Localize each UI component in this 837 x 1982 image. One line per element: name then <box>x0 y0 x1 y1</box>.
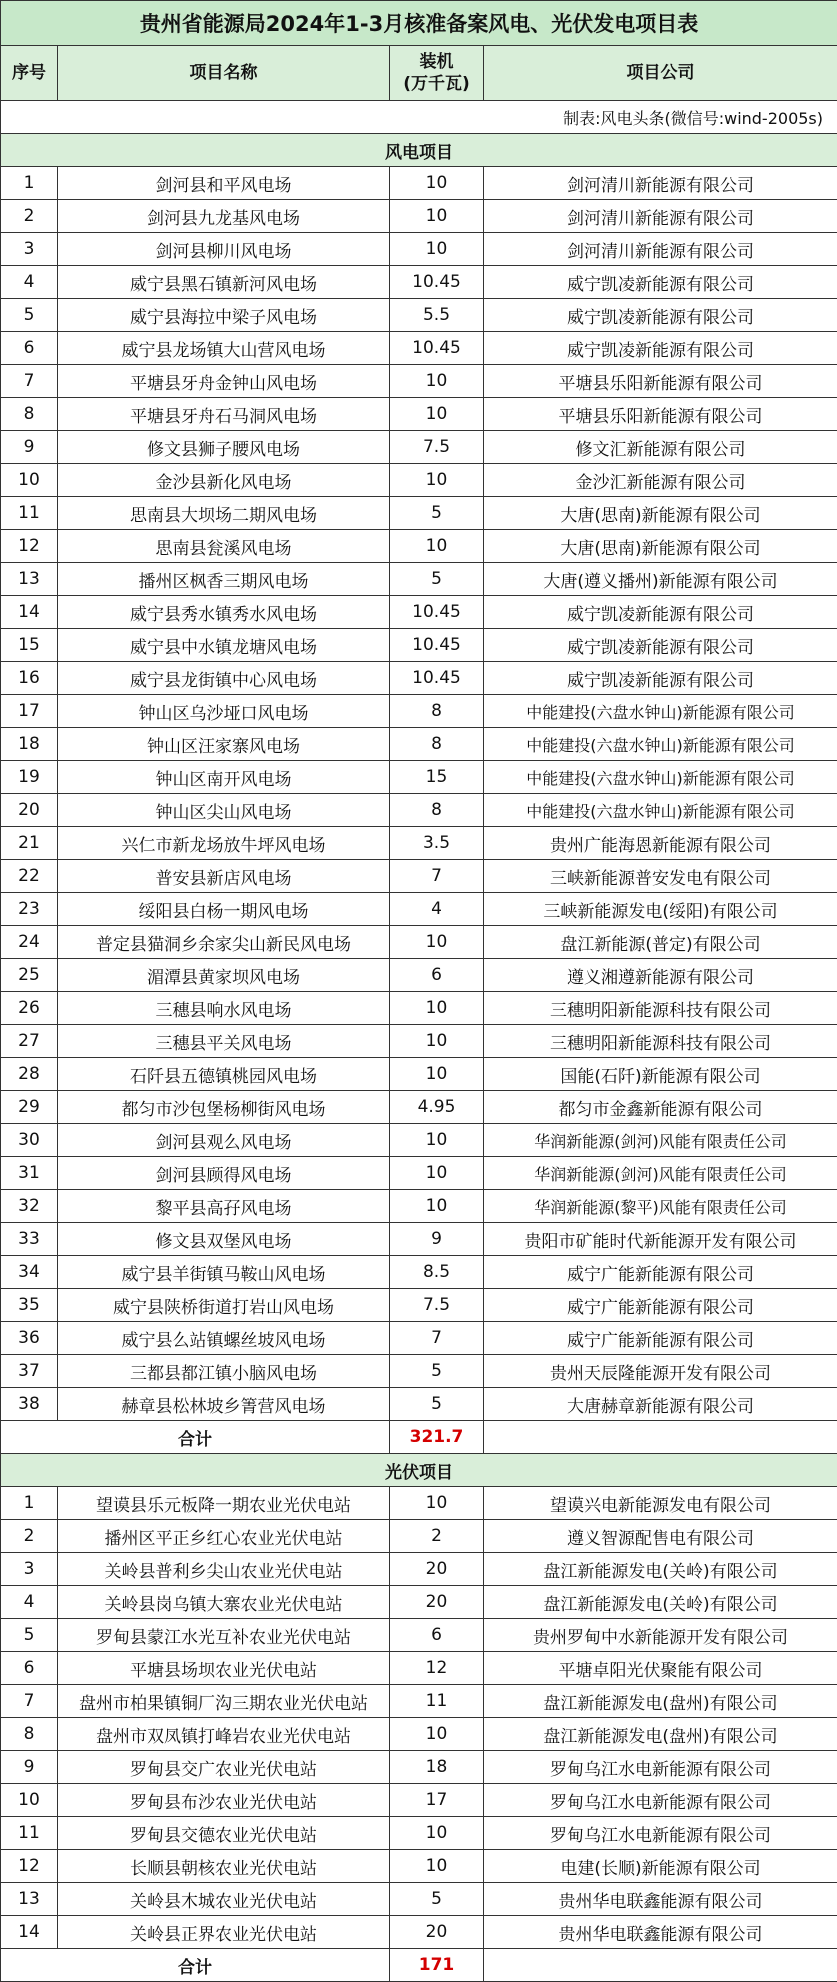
row-capacity: 20 <box>390 1916 484 1949</box>
row-project-name: 威宁县秀水镇秀水风电场 <box>58 596 390 629</box>
row-project-name: 剑河县和平风电场 <box>58 167 390 200</box>
row-seq: 1 <box>1 167 58 200</box>
row-project-name: 都匀市沙包堡杨柳街风电场 <box>58 1091 390 1124</box>
table-row <box>1 827 837 860</box>
row-company: 威宁凯凌新能源有限公司 <box>484 596 837 629</box>
row-company: 贵州罗甸中水新能源开发有限公司 <box>484 1619 837 1652</box>
table-row <box>1 200 837 233</box>
row-capacity: 5 <box>390 497 484 530</box>
row-seq: 1 <box>1 1487 58 1520</box>
table-row <box>1 1520 837 1553</box>
table-row <box>1 1157 837 1190</box>
row-capacity: 9 <box>390 1223 484 1256</box>
row-project-name: 关岭县岗乌镇大寨农业光伏电站 <box>58 1586 390 1619</box>
row-company: 中能建投(六盘水钟山)新能源有限公司 <box>484 695 837 728</box>
row-seq: 17 <box>1 695 58 728</box>
row-company: 中能建投(六盘水钟山)新能源有限公司 <box>484 761 837 794</box>
row-project-name: 望谟县乐元板降一期农业光伏电站 <box>58 1487 390 1520</box>
row-company: 华润新能源(剑河)风能有限责任公司 <box>484 1124 837 1157</box>
row-project-name: 思南县瓮溪风电场 <box>58 530 390 563</box>
row-project-name: 威宁县陕桥街道打岩山风电场 <box>58 1289 390 1322</box>
row-company: 罗甸乌江水电新能源有限公司 <box>484 1784 837 1817</box>
row-seq: 33 <box>1 1223 58 1256</box>
row-project-name: 罗甸县交德农业光伏电站 <box>58 1817 390 1850</box>
row-company: 剑河清川新能源有限公司 <box>484 200 837 233</box>
row-seq: 11 <box>1 1817 58 1850</box>
row-capacity: 10 <box>390 1157 484 1190</box>
row-company: 三峡新能源发电(绥阳)有限公司 <box>484 893 837 926</box>
row-company: 盘江新能源发电(盘州)有限公司 <box>484 1718 837 1751</box>
table-row <box>1 1058 837 1091</box>
row-company: 大唐(遵义播州)新能源有限公司 <box>484 563 837 596</box>
row-capacity: 10 <box>390 1817 484 1850</box>
row-capacity: 4 <box>390 893 484 926</box>
row-project-name: 关岭县木城农业光伏电站 <box>58 1883 390 1916</box>
table-row <box>1 233 837 266</box>
row-seq: 4 <box>1 266 58 299</box>
table-row <box>1 992 837 1025</box>
row-seq: 25 <box>1 959 58 992</box>
table-row <box>1 1355 837 1388</box>
row-project-name: 修文县双堡风电场 <box>58 1223 390 1256</box>
row-capacity: 7 <box>390 1322 484 1355</box>
row-company: 贵阳市矿能时代新能源开发有限公司 <box>484 1223 837 1256</box>
row-company: 威宁广能新能源有限公司 <box>484 1289 837 1322</box>
table-row <box>1 167 837 200</box>
row-seq: 9 <box>1 1751 58 1784</box>
total-empty-cell <box>484 1949 837 1982</box>
row-capacity: 10.45 <box>390 662 484 695</box>
row-project-name: 盘州市双凤镇打峰岩农业光伏电站 <box>58 1718 390 1751</box>
table-row <box>1 1685 837 1718</box>
header-company: 项目公司 <box>484 46 837 101</box>
total-value: 321.7 <box>390 1421 484 1454</box>
table-row <box>1 497 837 530</box>
row-seq: 29 <box>1 1091 58 1124</box>
row-project-name: 钟山区汪家寨风电场 <box>58 728 390 761</box>
row-seq: 21 <box>1 827 58 860</box>
row-seq: 15 <box>1 629 58 662</box>
row-company: 平塘县乐阳新能源有限公司 <box>484 365 837 398</box>
row-capacity: 10 <box>390 365 484 398</box>
row-capacity: 5.5 <box>390 299 484 332</box>
row-seq: 7 <box>1 1685 58 1718</box>
row-capacity: 10 <box>390 233 484 266</box>
row-project-name: 修文县狮子腰风电场 <box>58 431 390 464</box>
total-empty-cell <box>484 1421 837 1454</box>
row-company: 金沙汇新能源有限公司 <box>484 464 837 497</box>
title-row <box>1 1 837 46</box>
row-company: 国能(石阡)新能源有限公司 <box>484 1058 837 1091</box>
table-row <box>1 1817 837 1850</box>
row-capacity: 5 <box>390 1388 484 1421</box>
table-row <box>1 1718 837 1751</box>
row-seq: 5 <box>1 1619 58 1652</box>
row-project-name: 平塘县牙舟石马洞风电场 <box>58 398 390 431</box>
total-value: 171 <box>390 1949 484 1982</box>
table-row <box>1 926 837 959</box>
row-capacity: 10.45 <box>390 629 484 662</box>
row-project-name: 播州区平正乡红心农业光伏电站 <box>58 1520 390 1553</box>
table-row <box>1 662 837 695</box>
table-row <box>1 860 837 893</box>
table-row <box>1 893 837 926</box>
table-row <box>1 530 837 563</box>
wind-section-label: 风电项目 <box>1 134 837 167</box>
row-capacity: 18 <box>390 1751 484 1784</box>
row-capacity: 10 <box>390 464 484 497</box>
table-row <box>1 1784 837 1817</box>
row-seq: 8 <box>1 398 58 431</box>
header-seq: 序号 <box>1 46 58 101</box>
solar-total-row <box>1 1949 837 1982</box>
row-capacity: 8 <box>390 695 484 728</box>
row-project-name: 剑河县观么风电场 <box>58 1124 390 1157</box>
table-row <box>1 629 837 662</box>
row-seq: 3 <box>1 1553 58 1586</box>
row-seq: 32 <box>1 1190 58 1223</box>
row-company: 盘江新能源(普定)有限公司 <box>484 926 837 959</box>
header-capacity-line2: (万千瓦) <box>403 74 470 94</box>
row-capacity: 10 <box>390 1190 484 1223</box>
row-project-name: 石阡县五德镇桃园风电场 <box>58 1058 390 1091</box>
row-seq: 20 <box>1 794 58 827</box>
row-seq: 35 <box>1 1289 58 1322</box>
table-row <box>1 266 837 299</box>
row-company: 电建(长顺)新能源有限公司 <box>484 1850 837 1883</box>
row-capacity: 10 <box>390 1058 484 1091</box>
row-project-name: 剑河县九龙基风电场 <box>58 200 390 233</box>
row-company: 三峡新能源普安发电有限公司 <box>484 860 837 893</box>
row-seq: 2 <box>1 1520 58 1553</box>
row-seq: 38 <box>1 1388 58 1421</box>
row-company: 威宁凯凌新能源有限公司 <box>484 299 837 332</box>
page-title: 贵州省能源局2024年1-3月核准备案风电、光伏发电项目表 <box>1 1 837 46</box>
row-company: 罗甸乌江水电新能源有限公司 <box>484 1817 837 1850</box>
row-company: 剑河清川新能源有限公司 <box>484 167 837 200</box>
row-seq: 4 <box>1 1586 58 1619</box>
row-project-name: 三都县都江镇小脑风电场 <box>58 1355 390 1388</box>
table-row <box>1 761 837 794</box>
row-seq: 13 <box>1 1883 58 1916</box>
row-company: 大唐赫章新能源有限公司 <box>484 1388 837 1421</box>
table-row <box>1 1487 837 1520</box>
row-seq: 6 <box>1 1652 58 1685</box>
row-capacity: 10 <box>390 1124 484 1157</box>
row-project-name: 威宁县羊街镇马鞍山风电场 <box>58 1256 390 1289</box>
header-row <box>1 46 837 101</box>
table-row <box>1 1586 837 1619</box>
table-row <box>1 398 837 431</box>
row-capacity: 15 <box>390 761 484 794</box>
row-capacity: 10 <box>390 1718 484 1751</box>
row-company: 遵义智源配售电有限公司 <box>484 1520 837 1553</box>
row-capacity: 6 <box>390 1619 484 1652</box>
row-capacity: 7.5 <box>390 1289 484 1322</box>
row-company: 盘江新能源发电(关岭)有限公司 <box>484 1586 837 1619</box>
table-row <box>1 1751 837 1784</box>
row-seq: 36 <box>1 1322 58 1355</box>
table-row <box>1 1124 837 1157</box>
row-seq: 9 <box>1 431 58 464</box>
row-seq: 2 <box>1 200 58 233</box>
row-seq: 8 <box>1 1718 58 1751</box>
row-capacity: 10 <box>390 1025 484 1058</box>
row-company: 平塘卓阳光伏聚能有限公司 <box>484 1652 837 1685</box>
row-seq: 12 <box>1 530 58 563</box>
note-row <box>1 101 837 134</box>
row-company: 三穗明阳新能源科技有限公司 <box>484 1025 837 1058</box>
table-row <box>1 431 837 464</box>
row-project-name: 平塘县牙舟金钟山风电场 <box>58 365 390 398</box>
row-company: 贵州华电联鑫能源有限公司 <box>484 1883 837 1916</box>
row-company: 盘江新能源发电(盘州)有限公司 <box>484 1685 837 1718</box>
row-seq: 16 <box>1 662 58 695</box>
row-company: 贵州华电联鑫能源有限公司 <box>484 1916 837 1949</box>
row-capacity: 4.95 <box>390 1091 484 1124</box>
row-company: 华润新能源(剑河)风能有限责任公司 <box>484 1157 837 1190</box>
wind-section-row <box>1 134 837 167</box>
row-project-name: 威宁县么站镇螺丝坡风电场 <box>58 1322 390 1355</box>
row-project-name: 威宁县黑石镇新河风电场 <box>58 266 390 299</box>
row-project-name: 播州区枫香三期风电场 <box>58 563 390 596</box>
row-seq: 28 <box>1 1058 58 1091</box>
row-project-name: 金沙县新化风电场 <box>58 464 390 497</box>
table-row <box>1 1256 837 1289</box>
row-capacity: 10 <box>390 200 484 233</box>
row-company: 中能建投(六盘水钟山)新能源有限公司 <box>484 794 837 827</box>
header-capacity <box>390 46 484 101</box>
row-company: 威宁凯凌新能源有限公司 <box>484 266 837 299</box>
row-company: 平塘县乐阳新能源有限公司 <box>484 398 837 431</box>
row-project-name: 盘州市柏果镇铜厂沟三期农业光伏电站 <box>58 1685 390 1718</box>
table-row <box>1 728 837 761</box>
row-company: 威宁凯凌新能源有限公司 <box>484 629 837 662</box>
row-capacity: 3.5 <box>390 827 484 860</box>
row-seq: 14 <box>1 1916 58 1949</box>
row-capacity: 10.45 <box>390 332 484 365</box>
row-project-name: 绥阳县白杨一期风电场 <box>58 893 390 926</box>
table-row <box>1 1289 837 1322</box>
table-row <box>1 695 837 728</box>
row-company: 贵州天辰隆能源开发有限公司 <box>484 1355 837 1388</box>
row-capacity: 11 <box>390 1685 484 1718</box>
row-project-name: 长顺县朝核农业光伏电站 <box>58 1850 390 1883</box>
row-capacity: 12 <box>390 1652 484 1685</box>
row-project-name: 罗甸县交广农业光伏电站 <box>58 1751 390 1784</box>
row-project-name: 威宁县中水镇龙塘风电场 <box>58 629 390 662</box>
row-company: 三穗明阳新能源科技有限公司 <box>484 992 837 1025</box>
total-label: 合计 <box>1 1949 390 1982</box>
row-capacity: 2 <box>390 1520 484 1553</box>
row-project-name: 威宁县海拉中梁子风电场 <box>58 299 390 332</box>
row-capacity: 8 <box>390 728 484 761</box>
row-seq: 37 <box>1 1355 58 1388</box>
row-seq: 27 <box>1 1025 58 1058</box>
row-capacity: 10 <box>390 1850 484 1883</box>
table-row <box>1 464 837 497</box>
table-row <box>1 1190 837 1223</box>
table-row <box>1 1619 837 1652</box>
row-seq: 30 <box>1 1124 58 1157</box>
table-row <box>1 1883 837 1916</box>
table-row <box>1 365 837 398</box>
row-capacity: 7.5 <box>390 431 484 464</box>
total-label: 合计 <box>1 1421 390 1454</box>
row-project-name: 罗甸县蒙江水光互补农业光伏电站 <box>58 1619 390 1652</box>
row-seq: 18 <box>1 728 58 761</box>
source-note: 制表:风电头条(微信号:wind-2005s) <box>1 101 837 134</box>
row-capacity: 10 <box>390 398 484 431</box>
row-project-name: 思南县大坝场二期风电场 <box>58 497 390 530</box>
row-capacity: 10.45 <box>390 596 484 629</box>
row-seq: 13 <box>1 563 58 596</box>
row-company: 中能建投(六盘水钟山)新能源有限公司 <box>484 728 837 761</box>
row-capacity: 5 <box>390 1355 484 1388</box>
row-project-name: 黎平县高孖风电场 <box>58 1190 390 1223</box>
row-capacity: 10.45 <box>390 266 484 299</box>
row-project-name: 剑河县柳川风电场 <box>58 233 390 266</box>
table-row <box>1 1322 837 1355</box>
table-row <box>1 1916 837 1949</box>
row-project-name: 钟山区南开风电场 <box>58 761 390 794</box>
row-project-name: 普定县猫洞乡余家尖山新民风电场 <box>58 926 390 959</box>
table-row <box>1 1553 837 1586</box>
row-project-name: 威宁县龙街镇中心风电场 <box>58 662 390 695</box>
row-capacity: 17 <box>390 1784 484 1817</box>
row-project-name: 湄潭县黄家坝风电场 <box>58 959 390 992</box>
table-row <box>1 1223 837 1256</box>
row-seq: 31 <box>1 1157 58 1190</box>
row-company: 遵义湘遵新能源有限公司 <box>484 959 837 992</box>
row-seq: 5 <box>1 299 58 332</box>
row-capacity: 10 <box>390 992 484 1025</box>
row-company: 罗甸乌江水电新能源有限公司 <box>484 1751 837 1784</box>
table-row <box>1 1025 837 1058</box>
row-project-name: 赫章县松林坡乡箐营风电场 <box>58 1388 390 1421</box>
row-project-name: 关岭县正界农业光伏电站 <box>58 1916 390 1949</box>
row-capacity: 20 <box>390 1586 484 1619</box>
row-company: 修文汇新能源有限公司 <box>484 431 837 464</box>
row-company: 威宁广能新能源有限公司 <box>484 1322 837 1355</box>
row-company: 剑河清川新能源有限公司 <box>484 233 837 266</box>
wind-total-row <box>1 1421 837 1454</box>
row-company: 望谟兴电新能源发电有限公司 <box>484 1487 837 1520</box>
row-company: 大唐(思南)新能源有限公司 <box>484 497 837 530</box>
row-seq: 10 <box>1 1784 58 1817</box>
row-company: 威宁凯凌新能源有限公司 <box>484 332 837 365</box>
row-seq: 6 <box>1 332 58 365</box>
row-capacity: 8.5 <box>390 1256 484 1289</box>
row-company: 贵州广能海恩新能源有限公司 <box>484 827 837 860</box>
row-seq: 3 <box>1 233 58 266</box>
row-capacity: 7 <box>390 860 484 893</box>
table-row <box>1 1850 837 1883</box>
row-company: 盘江新能源发电(关岭)有限公司 <box>484 1553 837 1586</box>
row-project-name: 普安县新店风电场 <box>58 860 390 893</box>
row-company: 都匀市金鑫新能源有限公司 <box>484 1091 837 1124</box>
table-row <box>1 563 837 596</box>
row-capacity: 5 <box>390 1883 484 1916</box>
row-capacity: 8 <box>390 794 484 827</box>
row-capacity: 10 <box>390 167 484 200</box>
table-row <box>1 959 837 992</box>
row-company: 华润新能源(黎平)风能有限责任公司 <box>484 1190 837 1223</box>
table-row <box>1 332 837 365</box>
row-seq: 23 <box>1 893 58 926</box>
header-capacity-line1: 装机 <box>420 52 454 72</box>
table-row <box>1 1652 837 1685</box>
row-seq: 19 <box>1 761 58 794</box>
row-seq: 11 <box>1 497 58 530</box>
row-capacity: 5 <box>390 563 484 596</box>
row-seq: 34 <box>1 1256 58 1289</box>
table-row <box>1 299 837 332</box>
row-seq: 14 <box>1 596 58 629</box>
row-project-name: 兴仁市新龙场放牛坪风电场 <box>58 827 390 860</box>
table-row <box>1 1388 837 1421</box>
row-capacity: 10 <box>390 926 484 959</box>
row-capacity: 10 <box>390 1487 484 1520</box>
row-project-name: 罗甸县布沙农业光伏电站 <box>58 1784 390 1817</box>
row-project-name: 关岭县普利乡尖山农业光伏电站 <box>58 1553 390 1586</box>
row-company: 威宁广能新能源有限公司 <box>484 1256 837 1289</box>
row-seq: 12 <box>1 1850 58 1883</box>
header-name: 项目名称 <box>58 46 390 101</box>
row-seq: 22 <box>1 860 58 893</box>
row-seq: 26 <box>1 992 58 1025</box>
row-project-name: 钟山区尖山风电场 <box>58 794 390 827</box>
row-project-name: 三穗县平关风电场 <box>58 1025 390 1058</box>
row-seq: 10 <box>1 464 58 497</box>
table-row <box>1 596 837 629</box>
row-project-name: 威宁县龙场镇大山营风电场 <box>58 332 390 365</box>
row-company: 威宁凯凌新能源有限公司 <box>484 662 837 695</box>
row-seq: 7 <box>1 365 58 398</box>
row-project-name: 剑河县顾得风电场 <box>58 1157 390 1190</box>
row-capacity: 10 <box>390 530 484 563</box>
table-row <box>1 1091 837 1124</box>
row-project-name: 三穗县响水风电场 <box>58 992 390 1025</box>
row-capacity: 6 <box>390 959 484 992</box>
row-project-name: 钟山区乌沙垭口风电场 <box>58 695 390 728</box>
solar-section-row <box>1 1454 837 1487</box>
row-seq: 24 <box>1 926 58 959</box>
table-row <box>1 794 837 827</box>
solar-section-label: 光伏项目 <box>1 1454 837 1487</box>
row-capacity: 20 <box>390 1553 484 1586</box>
row-company: 大唐(思南)新能源有限公司 <box>484 530 837 563</box>
row-project-name: 平塘县场坝农业光伏电站 <box>58 1652 390 1685</box>
